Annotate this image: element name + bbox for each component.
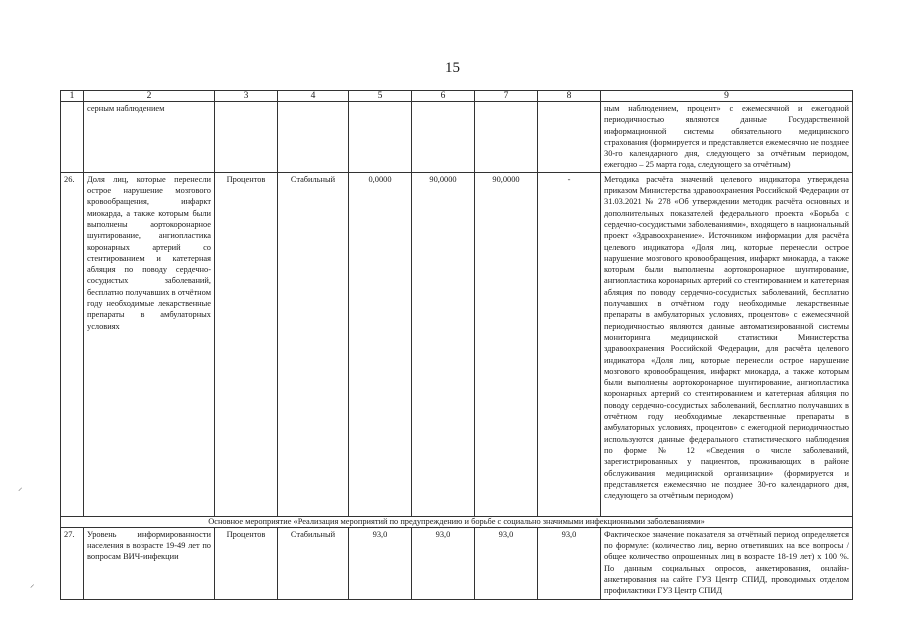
col-header-7: 7 [475, 91, 538, 102]
cell-value-6 [412, 102, 475, 173]
cell-method: Методика расчёта значений целевого индикатора утверждена приказом Министерства здравоохранения Российской Федерации от 31.03.2021 № 278 «Об утверждении методик расчёта основных и дополнительных показателей федерального проекта «Борьба с сердечно-сосудистыми заболеваниями», входящего в национальный проект «Здравоохранение». Источником информации для расчёта целевого индикатора «Доля лиц, которые перенесли острое нарушение мозгового кровообращения, инфаркт миокарда, а также которым были выполнены аортокоронарное шунтирование, ангиопластика коронарных артерий со стентированием и катетерная абляция по поводу сердечно-сосудистых заболеваний, бесплатно получавших в отчётном году необходимые лекарственные препараты в амбулаторных условиях, процентов» с ежемесячной периодичностью являются данные автоматизированной системы мониторинга медицинской статистики Министерства здравоохранения Российской Федерации, для расчёта целевого индикатора «Доля лиц, которые перенесли острое нарушение мозгового кровообращения, инфаркт миокарда, а также которым были выполнены аортокоронарное шунтирование, ангиопластика коронарных артерий со стентированием и катетерная абляция по поводу сердечно-сосудистых заболеваний, бесплатно получавших в отчётном году необходимые лекарственные препараты в амбулаторных условиях, процентов» с ежегодной периодичностью используются данные федерального статистического наблюдения по форме № 12 «Сведения о числе заболеваний, зарегистрированных у пациентов, проживающих в районе обслуживания медицинской организации» (формируется и представляется ежемесячно не позднее 30-го календарного дня, следующего за отчётным периодом) [601, 172, 853, 516]
cell-value-8: 93,0 [538, 527, 601, 599]
cell-value-8 [538, 102, 601, 173]
col-header-6: 6 [412, 91, 475, 102]
cell-num [61, 102, 84, 173]
cell-indicator-name: Доля лиц, которые перенесли острое нарушение мозгового кровообращения, инфаркт миокарда, а также которым были выполнены аортокоронарное шунтирование, ангиопластика коронарных артерий со стентированием и катетерная абляция по поводу сердечно-сосудистых заболеваний, бесплатно получавших в отчётном году необходимые лекарственные препараты в амбулаторных условиях [84, 172, 215, 516]
cell-unit: Процентов [215, 172, 278, 516]
cell-value-5 [349, 102, 412, 173]
cell-value-7: 93,0 [475, 527, 538, 599]
cell-value-6: 90,0000 [412, 172, 475, 516]
section-title: Основное мероприятие «Реализация мероприятий по предупреждению и борьбе с социально значимыми инфекционными заболеваниями» [61, 516, 853, 527]
cell-value-6: 93,0 [412, 527, 475, 599]
table-row-continuation [61, 102, 853, 173]
cell-type [278, 102, 349, 173]
col-header-4: 4 [278, 91, 349, 102]
column-number-row [61, 91, 853, 102]
table-row-27 [61, 527, 853, 599]
cell-value-7: 90,0000 [475, 172, 538, 516]
section-row [61, 516, 853, 527]
cell-unit: Процентов [215, 527, 278, 599]
cell-method: ным наблюдением, процент» с ежемесячной и ежегодной периодичностью являются данные Государственной информационной системы обязательного медицинского страхования (формируется и представляется ежемесячно не позднее 30-го календарного дня, следующего за отчётным периодом, ежегодно – 25 марта года, следующего за отчётным) [601, 102, 853, 173]
scan-mark: ⸝ [30, 579, 35, 589]
col-header-5: 5 [349, 91, 412, 102]
cell-type: Стабильный [278, 172, 349, 516]
col-header-3: 3 [215, 91, 278, 102]
cell-type: Стабильный [278, 527, 349, 599]
cell-value-5: 93,0 [349, 527, 412, 599]
indicator-table [60, 90, 853, 600]
cell-num: 27. [61, 527, 84, 599]
cell-method: Фактическое значение показателя за отчётный период определяется по формуле: (количество лиц, верно ответивших на все вопросы / общее количество опрошенных лиц в возрасте 18-19 лет) х 100 %. По данным социальных опросов, анкетирования, онлайн-анкетирования на сайте ГУЗ Центр СПИД, проводимых отделом профилактики ГУЗ Центр СПИД [601, 527, 853, 599]
cell-indicator-name: серным наблюдением [84, 102, 215, 173]
cell-value-8: - [538, 172, 601, 516]
cell-unit [215, 102, 278, 173]
col-header-1: 1 [61, 91, 84, 102]
cell-indicator-name: Уровень информированности населения в возрасте 19-49 лет по вопросам ВИЧ-инфекции [84, 527, 215, 599]
scan-mark: ⸍ [18, 486, 23, 496]
page-number: 15 [445, 60, 460, 76]
cell-value-7 [475, 102, 538, 173]
col-header-9: 9 [601, 91, 853, 102]
col-header-2: 2 [84, 91, 215, 102]
cell-value-5: 0,0000 [349, 172, 412, 516]
table-row-26 [61, 172, 853, 516]
col-header-8: 8 [538, 91, 601, 102]
cell-num: 26. [61, 172, 84, 516]
